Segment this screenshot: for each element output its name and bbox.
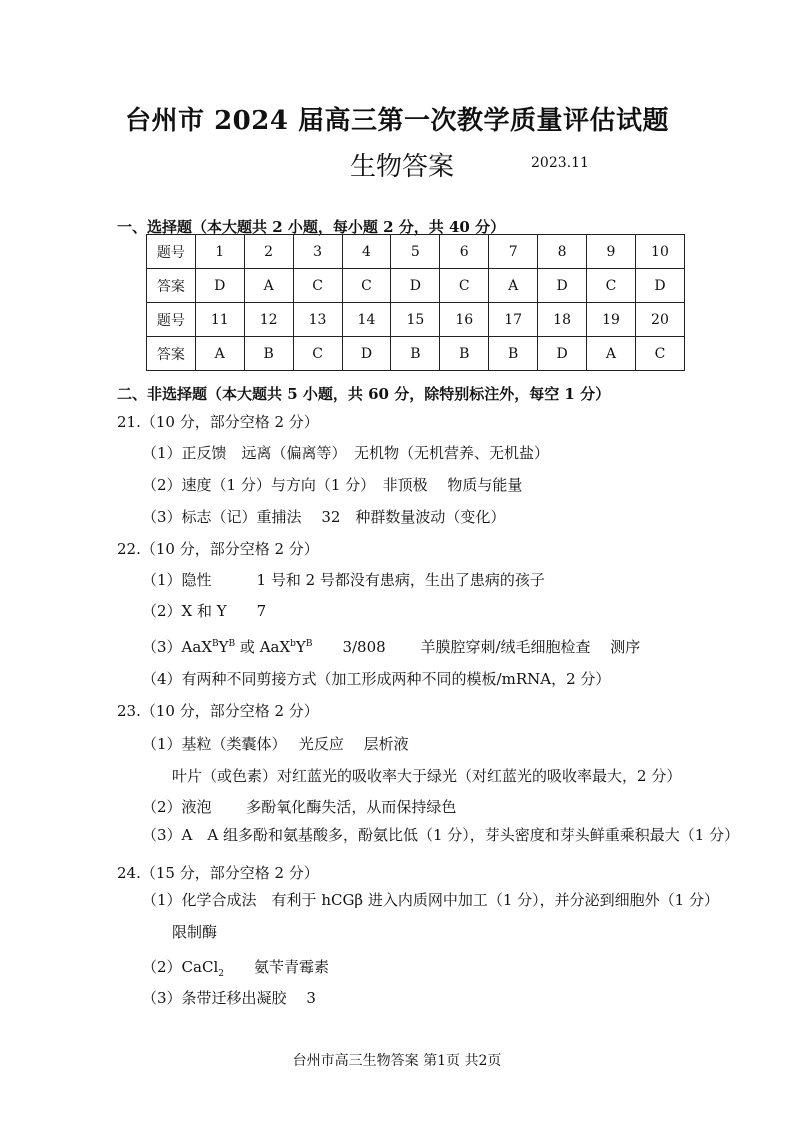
table-cell: 5 bbox=[391, 235, 440, 269]
table-cell: 20 bbox=[635, 303, 684, 337]
table-cell: D bbox=[538, 269, 587, 303]
table-cell: D bbox=[195, 269, 244, 303]
table-cell: 14 bbox=[342, 303, 391, 337]
q22-line2: （2）X 和 Y 7 bbox=[142, 602, 267, 620]
page-subtitle: 生物答案 bbox=[350, 152, 455, 182]
exam-date: 2023.11 bbox=[531, 155, 589, 171]
table-cell: B bbox=[244, 337, 293, 371]
table-cell: 15 bbox=[391, 303, 440, 337]
q22-line3: $(3)AaX^BY^B$ 或 $AaX^bY^B$ 3/808 羊膜腔穿刺/绒毛细胞检查 测序 bbox=[142, 638, 641, 656]
table-cell: C bbox=[635, 337, 684, 371]
table-row bbox=[147, 269, 685, 303]
table-cell: 17 bbox=[489, 303, 538, 337]
table-cell: 12 bbox=[244, 303, 293, 337]
table-cell: C bbox=[293, 337, 342, 371]
page-title: 台州市 2024 届高三第一次教学质量评估试题 bbox=[125, 106, 669, 136]
q24-line1: （1）化学合成法 有利于 hCGβ 进入内质网中加工（1 分），并分泌到细胞外（1 分） bbox=[142, 891, 719, 909]
q21-line1: （1）正反馈 远离（偏离等） 无机物（无机营养、无机盐） bbox=[142, 444, 550, 462]
table-cell: C bbox=[293, 269, 342, 303]
table-cell: 19 bbox=[587, 303, 636, 337]
q21-heading: 21.（10 分，部分空格 2 分） bbox=[117, 413, 319, 431]
table-cell: 11 bbox=[195, 303, 244, 337]
q24-line3: （3）条带迁移出凝胶 3 bbox=[142, 989, 316, 1007]
table-cell: 3 bbox=[293, 235, 342, 269]
table-row bbox=[147, 235, 685, 269]
table-cell: 1 bbox=[195, 235, 244, 269]
table-cell: 6 bbox=[440, 235, 489, 269]
table-cell: A bbox=[244, 269, 293, 303]
table-cell: A bbox=[195, 337, 244, 371]
table-row-header: 题号 bbox=[147, 303, 196, 337]
page-footer: 台州市高三生物答案 第1页 共2页 bbox=[292, 1053, 502, 1069]
table-cell: C bbox=[587, 269, 636, 303]
table-cell: D bbox=[635, 269, 684, 303]
q23-heading: 23.（10 分，部分空格 2 分） bbox=[117, 702, 319, 720]
table-cell: 16 bbox=[440, 303, 489, 337]
table-cell: 7 bbox=[489, 235, 538, 269]
section1-heading: 一、选择题（本大题共 2 小题，每小题 2 分，共 40 分） bbox=[117, 218, 506, 236]
table-cell: 4 bbox=[342, 235, 391, 269]
table-cell: 9 bbox=[587, 235, 636, 269]
table-cell: D bbox=[538, 337, 587, 371]
table-cell: C bbox=[342, 269, 391, 303]
q22-line4: （4）有两种不同剪接方式（加工形成两种不同的模板/mRNA，2 分） bbox=[142, 670, 611, 688]
q22-heading: 22.（10 分，部分空格 2 分） bbox=[117, 540, 319, 558]
table-cell: 8 bbox=[538, 235, 587, 269]
table-cell: 13 bbox=[293, 303, 342, 337]
table-cell: A bbox=[587, 337, 636, 371]
table-cell: B bbox=[391, 337, 440, 371]
q23-line1: （1）基粒（类囊体） 光反应 层析液 bbox=[142, 735, 409, 753]
table-row-header: 题号 bbox=[147, 235, 196, 269]
table-cell: 2 bbox=[244, 235, 293, 269]
table-cell: 10 bbox=[635, 235, 684, 269]
q21-line3: （3）标志（记）重捕法 32 种群数量波动（变化） bbox=[142, 508, 506, 526]
table-row bbox=[147, 337, 685, 371]
table-cell: A bbox=[489, 269, 538, 303]
q24-line2: （2）CaCl$_2$ 氨苄青霉素 bbox=[142, 958, 329, 979]
table-cell: D bbox=[342, 337, 391, 371]
q22-line1: （1）隐性 1 号和 2 号都没有患病，生出了患病的孩子 bbox=[142, 571, 545, 589]
q21-line2: （2）速度（1 分）与方向（1 分） 非顶极 物质与能量 bbox=[142, 476, 523, 494]
section2-heading: 二、非选择题（本大题共 5 小题，共 60 分，除特别标注外，每空 1 分） bbox=[117, 385, 611, 403]
table-row-header: 答案 bbox=[147, 269, 196, 303]
table-cell: B bbox=[489, 337, 538, 371]
table-cell: C bbox=[440, 269, 489, 303]
table-cell: 18 bbox=[538, 303, 587, 337]
answer-table bbox=[146, 234, 685, 371]
q23-line1b: 叶片（或色素）对红蓝光的吸收率大于绿光（对红蓝光的吸收率最大，2 分） bbox=[172, 767, 682, 785]
table-row bbox=[147, 303, 685, 337]
table-cell: D bbox=[391, 269, 440, 303]
q24-heading: 24.（15 分，部分空格 2 分） bbox=[117, 864, 319, 882]
q23-line3: （3）A A 组多酚和氨基酸多，酚氨比低（1 分），芽头密度和芽头鲜重乘积最大（1 分） bbox=[142, 826, 740, 844]
q24-line1b: 限制酶 bbox=[172, 923, 218, 941]
table-cell: B bbox=[440, 337, 489, 371]
table-row-header: 答案 bbox=[147, 337, 196, 371]
q23-line2: （2）液泡 多酚氧化酶失活，从而保持绿色 bbox=[142, 798, 457, 816]
